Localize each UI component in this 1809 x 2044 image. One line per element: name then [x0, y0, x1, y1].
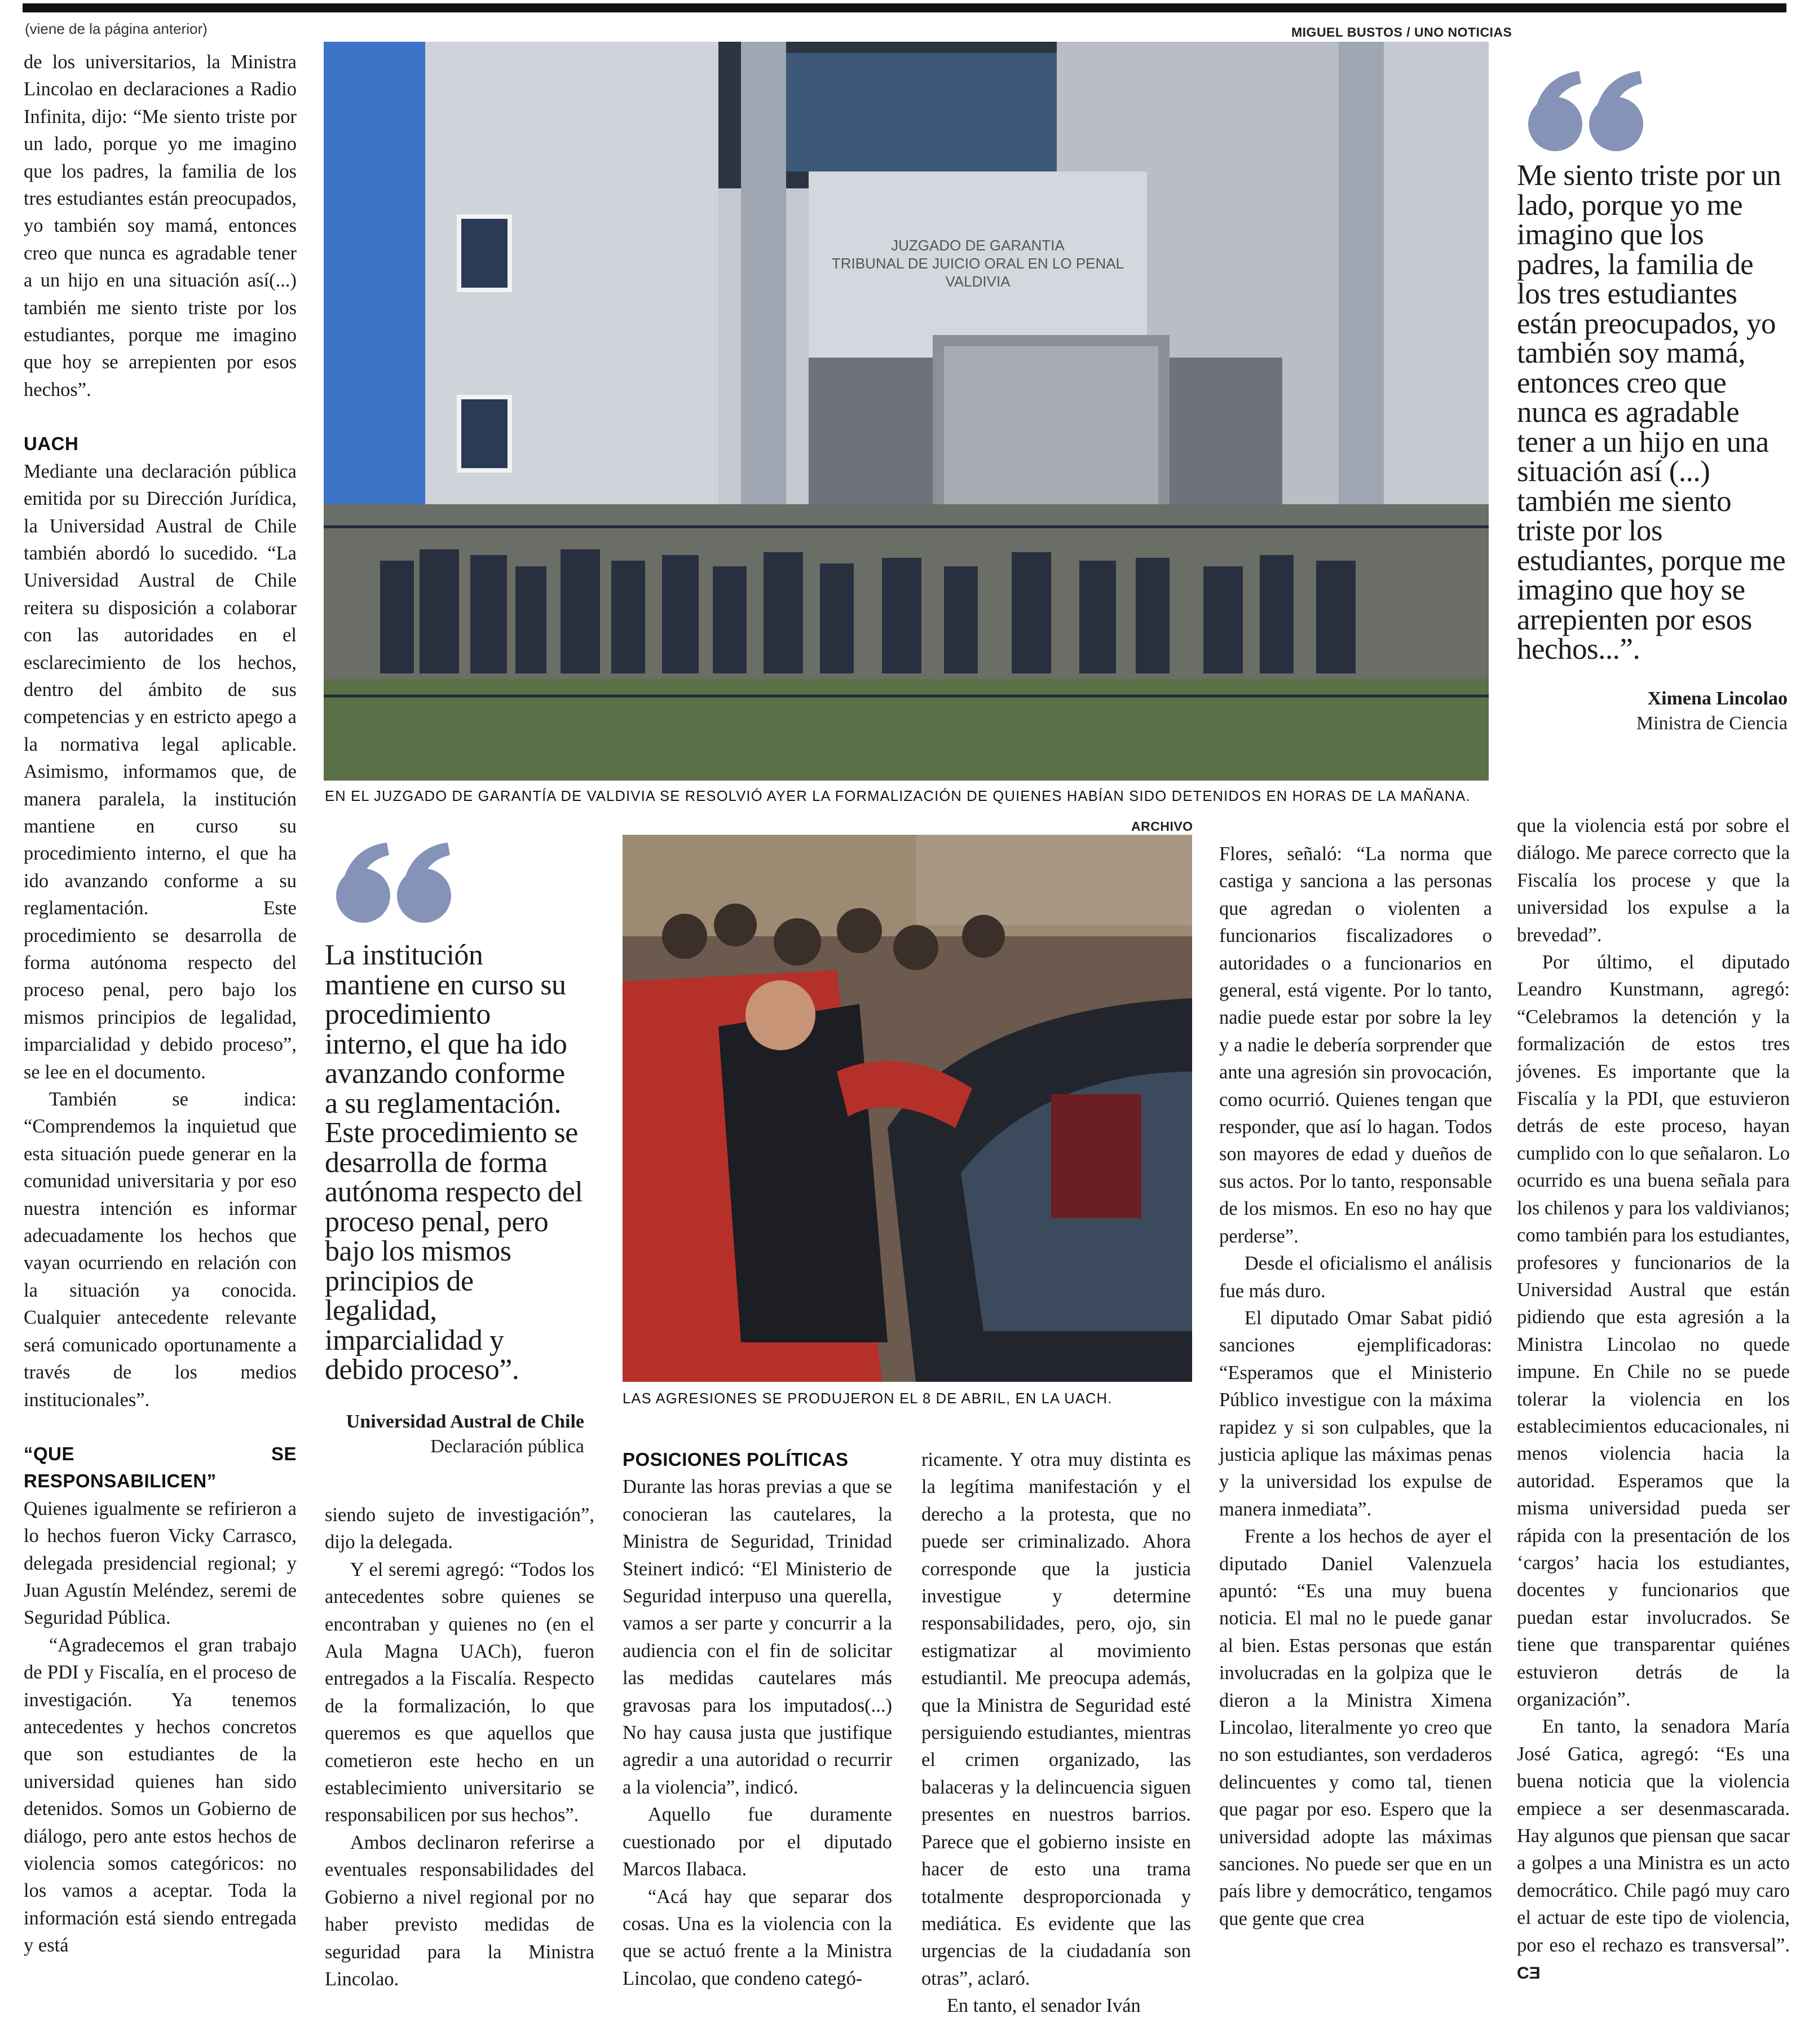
- col2-paragraph: Ambos declinaron referirse a eventuales responsabilidades del Gobierno a nivel regional por no haber previsto medidas de seguridad para la Ministra Lincolao.: [325, 1831, 594, 1990]
- col4-paragraph: En tanto, el senador Iván: [946, 1995, 1141, 2017]
- col5-paragraph: El diputado Omar Sabat pidió sanciones ejemplificadoras: “Esperamos que el Ministerio Público investigue con la máxima rapidez y si son culpables, que la justicia aplique las máximas penas y la universidad los expulse de manera inmediata”.: [1219, 1307, 1492, 1520]
- quote-open-icon: [1523, 68, 1652, 155]
- col4-paragraph: ricamente. Y otra muy distinta es la legítima manifestación y el derecho a la protesta, que no puede ser criminalizado. Ahora corresponde que la justicia investigue y determine responsabilidades, pero, ojo, sin estigmatizar al movimiento estudiantil. Me preocupa además, que la Ministra de Seguridad esté persiguiendo estudiantes, mientras el crimen organizado, las balaceras y la delincuencia siguen presentes en nuestros barrios. Parece que el gobierno insiste en hacer de esto una trama totalmente desproporcionada y mediática. Es evidente que las urgencias de la ciudadanía son otras”, aclaró.: [921, 1449, 1191, 1989]
- quote-uach-role: Declaración pública: [430, 1435, 584, 1457]
- top-rule: [23, 3, 1786, 12]
- col5-paragraph: Frente a los hechos de ayer el diputado Daniel Valenzuela apuntó: “Es una muy buena noticia. El mal no le puede ganar al bien. Estas personas que están involucradas en la golpiza que le dieron a la Ministra Ximena Lincolao, literalmente yo creo que no son estudiantes, son verdaderos delincuentes y como tal, tienen que pagar por eso. Espero que la universidad adopte las máximas sanciones. No puede ser que en un país libre y democrático, tengamos que gente que crea: [1219, 1526, 1492, 1930]
- photo-credit-main: MIGUEL BUSTOS / UNO NOTICIAS: [1291, 25, 1512, 39]
- sign-text-line3: VALDIVIA: [945, 273, 1011, 290]
- col6-paragraph: que la violencia está por sobre el diálogo. Me parece correcto que la Fiscalía los procese y que la universidad los expulse a la brevedad”.: [1517, 815, 1790, 946]
- end-of-article-mark: CƎ: [1517, 1964, 1541, 1983]
- column-4: [921, 1446, 1191, 2020]
- column-2: [325, 1501, 594, 1993]
- quote-ministra-name: Ximena Lincolao: [1647, 688, 1788, 709]
- col1-paragraph: Quienes igualmente se refirieron a lo hechos fueron Vicky Carrasco, delegada presidencial regional; y Juan Agustín Meléndez, seremi de Seguridad Pública.: [24, 1497, 297, 1629]
- col6-paragraph: Por último, el diputado Leandro Kunstmann, agregó: “Celebramos la detención y la formalización de estos tres jóvenes. Es importante que la Fiscalía y la PDI, que estuvieron detrás de este proceso, hayan cumplido con lo que señalaron. Lo ocurrido es una buena señala para los chilenos y para los valdivianos; como también para los estudiantes, profesores y funcionarios de la Universidad Austral que están pidiendo que esta agresión a la Ministra Lincolao no quede impune. En Chile no se puede tolerar la violencia en los establecimientos educacionales, ni menos violencia hacia la autoridad. Esperamos que la misma universidad pueda ser rápida con la presentación de los ‘cargos’ hacia los estudiantes, docentes y funcionarios que puedan estar involucrados. Se tiene que transparentar quiénes estuvieron detrás de la organización”.: [1517, 951, 1790, 1710]
- pull-quote-ministra-text: Me siento triste por un lado, porque yo me imagino que los padres, la familia de los tres estudiantes están preocupados, yo también soy mamá, entonces creo que nunca es agradable tener a un hijo en una situación así (...) también me siento triste por los estudiantes, porque me imagino que hoy se arrepienten por esos hechos...”.: [1517, 159, 1786, 666]
- section-heading-responsabilicen: “QUE SE RESPONSABILICEN”: [24, 1443, 297, 1492]
- col3-paragraph: Aquello fue duramente cuestionado por el diputado Marcos Ilabaca.: [623, 1804, 892, 1880]
- pull-quote-uach-text: La institución mantiene en curso su procedimiento interno, el que ha ido avanzando conforme a su reglamentación. Este procedimiento se desarrolla de forma autónoma respecto del proceso penal, pero bajo los mismos principios de legalidad, imparcialidad y debido proceso”.: [325, 939, 583, 1386]
- col3-paragraph: “Acá hay que separar dos cosas. Una es la violencia con la que se actuó frente a la Ministra Lincolao, que condeno categó-: [623, 1886, 892, 1989]
- photo-credit-second: ARCHIVO: [1131, 819, 1193, 834]
- sign-text-line2: TRIBUNAL DE JUICIO ORAL EN LO PENAL: [831, 255, 1124, 272]
- col6-paragraph: [1517, 1713, 1790, 1986]
- photo-caption-second: LAS AGRESIONES SE PRODUJERON EL 8 DE ABRIL, EN LA UACH.: [623, 1391, 1113, 1407]
- col5-paragraph: Desde el oficialismo el análisis fue más duro.: [1219, 1253, 1492, 1302]
- col6-paragraph-text: En tanto, la senadora María José Gatica, agregó: “Es una buena noticia que la violencia empiece a ser desenmascarada. Hay algunos que piensan que sacar a golpes a una Ministra es un acto democrático. Chile pagó muy caro el actuar de este tipo de violencia, por eso el rechazo es transversal”.: [1517, 1716, 1790, 1956]
- col2-paragraph: Y el seremi agregó: “Todos los antecedentes sobre quienes se encontraban y quienes no (en el Aula Magna UACh), fueron entregados a la Fiscalía. Respecto de la formalización, lo que queremos es que aquellos que cometieron este hecho en un establecimiento universitario se responsabilicen por sus hechos”.: [325, 1558, 594, 1826]
- pull-quote-uach: [325, 941, 584, 1457]
- col3-paragraph: Durante las horas previas a que se conocieran las cautelares, la Ministra de Seguridad, Trinidad Steinert indicó: “El Ministerio de Seguridad interpuso una querella, vamos a ser parte y concurrir a la audiencia con el fin de solicitar las medidas cautelares más gravosas para los imputados(...) No hay causa justa que justifique agredir a una autoridad o recurrir a la violencia”, indicó.: [623, 1476, 892, 1798]
- pull-quote-ministra: [1517, 161, 1788, 734]
- col1-paragraph: Mediante una declaración pública emitida por su Dirección Jurídica, la Universidad Austral de Chile también abordó lo sucedido. “La Universidad Austral de Chile reitera su disposición a colaborar con las autoridades en el esclarecimiento de los hechos, dentro del ámbito de sus competencias y en estricto apego a la normativa legal aplicable. Asimismo, informamos que, de manera paralela, la institución mantiene en curso su procedimiento interno, el que ha ido avanzando conforme a su reglamentación. Este procedimiento se desarrolla de forma autónoma respecto del proceso penal, pero bajo los mismos principios de legalidad, imparcialidad y debido proceso”, se lee en el documento.: [24, 460, 297, 1083]
- column-1: [24, 49, 297, 1959]
- quote-uach-name: Universidad Austral de Chile: [346, 1411, 584, 1432]
- section-heading-uach: UACH: [24, 433, 79, 455]
- continued-note: (viene de la página anterior): [25, 20, 208, 37]
- col2-paragraph: siendo sujeto de investigación”, dijo la delegada.: [325, 1504, 594, 1553]
- col1-paragraph: También se indica: “Comprendemos la inquietud que esta situación puede generar en la comunidad universitaria y por eso nuestra intención es informar adecuadamente los hechos que vayan ocurriendo en relación con la situación ya conocida. Cualquier antecedente relevante será comunicado oportunamente a través de los medios institucionales”.: [24, 1089, 297, 1411]
- sign-text-line1: JUZGADO DE GARANTIA: [891, 237, 1065, 254]
- aggression-illustration: [623, 835, 1192, 1382]
- quote-ministra-role: Ministra de Ciencia: [1636, 712, 1788, 734]
- col1-paragraph: “Agradecemos el gran trabajo de PDI y Fiscalía, en el proceso de investigación. Ya tenemos antecedentes y hechos concretos que son estudiantes de la universidad quienes han sido detenidos. Somos un Gobierno de diálogo, pero ante estos hechos de violencia somos categóricos: no los vamos a aceptar. Toda la información está siendo entregada y está: [24, 1634, 297, 1957]
- courthouse-photo: [324, 42, 1489, 781]
- photo-caption-main: EN EL JUZGADO DE GARANTÍA DE VALDIVIA SE RESOLVIÓ AYER LA FORMALIZACIÓN DE QUIENES HABÍAN SIDO DETENIDOS EN HORAS DE LA MAÑANA.: [325, 788, 1471, 804]
- quote-open-icon: [330, 839, 460, 927]
- column-5: [1219, 840, 1492, 1932]
- courthouse-illustration: [324, 42, 1489, 781]
- col1-paragraph: de los universitarios, la Ministra Lincolao en declaraciones a Radio Infinita, dijo: “Me siento triste por un lado, porque yo me imagino que los padres, la familia de los tres estudiantes están preocupados, yo también soy mamá, entonces creo que nunca es agradable tener a un hijo en una situación así(...) también me siento triste por los estudiantes, porque me imagino que hoy se arrepienten por esos hechos”.: [24, 51, 297, 400]
- column-6: [1517, 812, 1790, 1986]
- column-3: [623, 1446, 892, 1992]
- col5-paragraph: Flores, señaló: “La norma que castiga y sanciona a las personas que agredan o violenten a funcionarios fiscalizadores o autoridades o a funcionarios en general, está vigente. Por lo tanto, nadie puede estar por sobre la ley y a nadie le debería sorprender que ante una agresión sin provocación, como ocurrió. Quienes tengan que responder, que así lo hagan. Todos son mayores de edad y dueños de sus actos. Por lo tanto, responsable de los mismos. En eso no hay que perderse”.: [1219, 843, 1492, 1247]
- section-heading-posiciones: POSICIONES POLÍTICAS: [623, 1449, 849, 1470]
- aggression-photo: [623, 835, 1192, 1382]
